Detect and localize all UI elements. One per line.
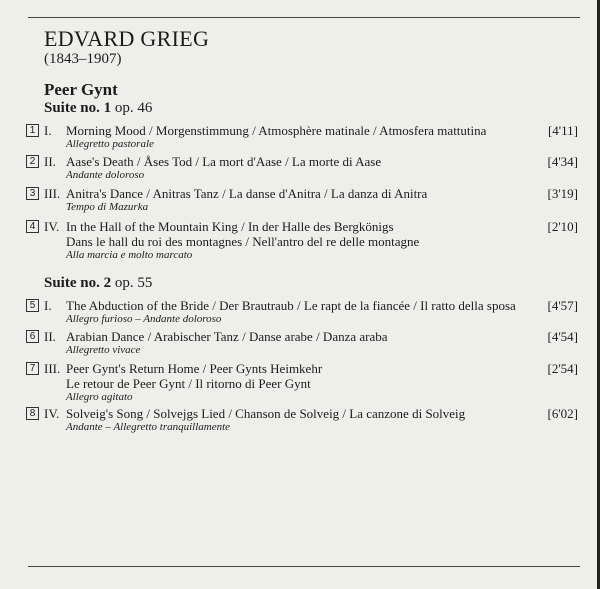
work-title: Peer Gynt <box>44 80 118 99</box>
track-duration: [2'10] <box>547 219 578 234</box>
track-title-line-2: Dans le hall du roi des montagnes / Nell'antro del re delle montagne <box>66 234 420 249</box>
track-number: 6 <box>26 330 39 343</box>
movement-numeral: III. <box>44 186 61 201</box>
track-title: Anitra's Dance / Anitras Tanz / La danse d'Anitra / La danza di Anitra <box>66 186 428 201</box>
track-duration: [4'11] <box>547 123 578 138</box>
composer-dates: (1843–1907) <box>44 51 122 67</box>
tempo-marking: Tempo di Mazurka <box>66 201 149 213</box>
track-number: 8 <box>26 407 39 420</box>
tempo-marking: Alla marcia e molto marcato <box>66 249 193 261</box>
tempo-marking: Allegro agitato <box>66 391 133 403</box>
suite-1-heading <box>44 100 152 117</box>
track-duration: [4'54] <box>547 329 578 344</box>
tempo-marking: Allegretto vivace <box>66 344 141 356</box>
movement-numeral: II. <box>44 329 56 344</box>
track-duration: [2'54] <box>547 361 578 376</box>
tempo-marking: Andante – Allegretto tranquillamente <box>66 421 231 433</box>
track-duration: [4'57] <box>547 298 578 313</box>
top-rule <box>28 17 580 18</box>
track-title-line-2: Le retour de Peer Gynt / Il ritorno di Peer Gynt <box>66 376 311 391</box>
track-duration: [4'34] <box>547 154 578 169</box>
suite-2-opus: op. 55 <box>114 275 153 291</box>
track-duration: [3'19] <box>547 186 578 201</box>
movement-numeral: II. <box>44 154 56 169</box>
track-title: Morning Mood / Morgenstimmung / Atmosphère matinale / Atmosfera mattutina <box>66 123 487 138</box>
suite-1-opus: op. 46 <box>114 100 153 116</box>
track-number: 5 <box>26 299 39 312</box>
track-number: 3 <box>26 187 39 200</box>
movement-numeral: I. <box>44 123 52 138</box>
movement-numeral: III. <box>44 361 61 376</box>
track-number: 1 <box>26 124 39 137</box>
suite-1-label: Suite no. 1 <box>44 100 112 116</box>
movement-numeral: IV. <box>44 406 60 421</box>
track-number: 4 <box>26 220 39 233</box>
track-duration: [6'02] <box>547 406 578 421</box>
track-title: In the Hall of the Mountain King / In der Halle des Bergkönigs <box>66 219 394 234</box>
track-title: Aase's Death / Åses Tod / La mort d'Aase / La morte di Aase <box>66 154 382 169</box>
track-title: Peer Gynt's Return Home / Peer Gynts Heimkehr <box>66 361 323 376</box>
movement-numeral: IV. <box>44 219 60 234</box>
track-title: The Abduction of the Bride / Der Brautraub / Le rapt de la fiancée / Il ratto della sposa <box>66 298 516 313</box>
track-title: Solveig's Song / Solvejgs Lied / Chanson de Solveig / La canzone di Solveig <box>66 406 466 421</box>
suite-2-label: Suite no. 2 <box>44 275 112 291</box>
tempo-marking: Allegretto pastorale <box>66 138 154 150</box>
track-title: Arabian Dance / Arabischer Tanz / Danse arabe / Danza araba <box>66 329 388 344</box>
tempo-marking: Allegro furioso – Andante doloroso <box>66 313 222 325</box>
composer-name: EDVARD GRIEG <box>44 26 210 51</box>
track-number: 7 <box>26 362 39 375</box>
bottom-rule <box>28 566 580 567</box>
movement-numeral: I. <box>44 298 52 313</box>
suite-2-heading <box>44 275 152 292</box>
tempo-marking: Andante doloroso <box>66 169 145 181</box>
track-number: 2 <box>26 155 39 168</box>
